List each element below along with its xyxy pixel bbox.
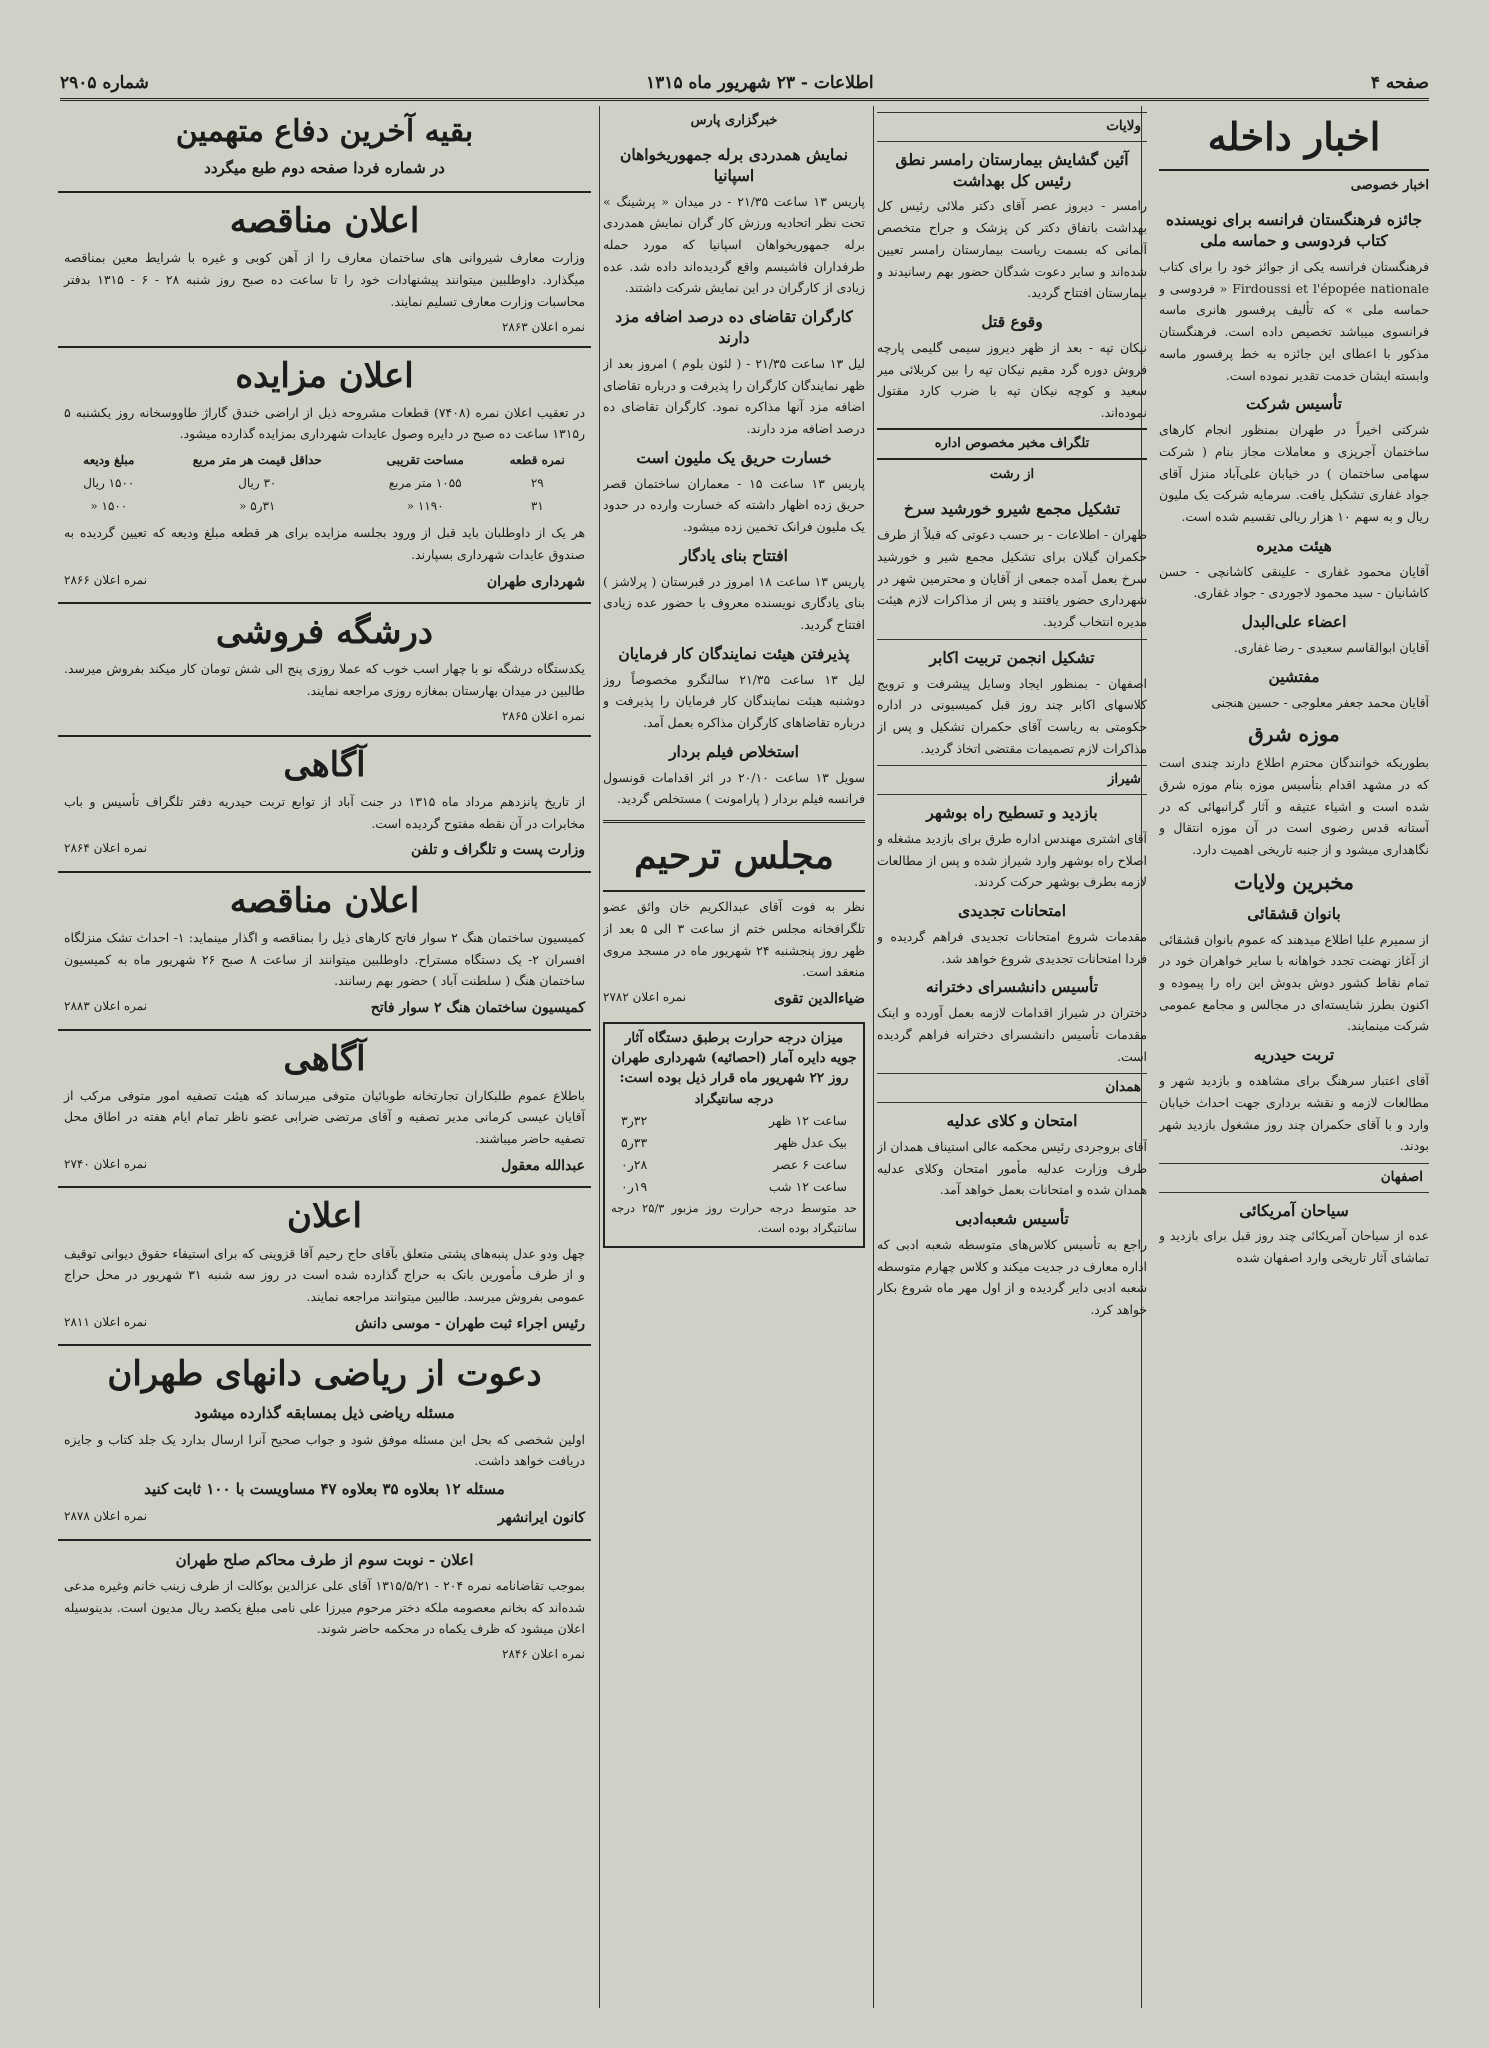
article-body: بطوریکه خوانندگان محترم اطلاع دارند چندی است که در مشهد اقدام بتأسیس موزه بنام موزه شرق شده است و اشیاء عتیقه و آثار گرانبهائی که در آستانه قدس رضوی است در آن موزه انتقال و نگاهداری میشود و از جنبه تاریخی اهمیت دارد. [1159, 755, 1429, 858]
table-header: مبلغ ودیعه [83, 453, 135, 468]
headline: بازدید و تسطیح راه بوشهر [926, 803, 1098, 823]
headline: کارگران تقاضای ده درصد اضافه مزد دارند [615, 307, 853, 348]
ad-number: نمره اعلان ۲۸۸۳ [64, 999, 148, 1014]
ad-body: اولین شخصی که بحل این مسئله موفق شود و جواب صحیح آنرا ارسال بدارد یک جلد کتاب و جایزه دریافت خواهد داشت. [64, 1431, 585, 1469]
headline: افتتاح بنای یادگار [680, 545, 788, 565]
temperature-row [611, 1154, 857, 1176]
table-cell: ۳۰ ریال [238, 476, 277, 491]
temperature-label: ساعت ۱۲ شب [768, 1178, 847, 1194]
issue-number: شماره ۲۹۰۵ [60, 73, 149, 93]
ad-title: بقیه آخرین دفاع متهمین [175, 114, 474, 149]
temperature-unit: درجه سانتیگراد [694, 1091, 774, 1107]
ad-body: هر یک از داوطلبان باید قبل از ورود بجلسه مزایده برای هر قطعه مبلغ ودیعه که تعیین گردیده به صندوق عایدات شهرداری بسپارند. [64, 525, 585, 562]
headline: امتحان و کلای عدلیه [946, 1111, 1078, 1131]
agency-name: خبرگزاری پارس [690, 113, 778, 128]
headline: سیاحان آمریکائی [1239, 1200, 1349, 1220]
auction-notice-ad [58, 1188, 591, 1346]
article-body: نیکان تپه - بعد از ظهر دیروز سیمی گلیمی پارچه فروش دوره گرد مقیم نیکان تپه را بین کربلائی میر سعید و کوچه نیکان تپه با ضرب کارد مقتول نموده‌اند. [877, 339, 1147, 421]
table-cell: ۱۵۰۰ ریال [83, 476, 135, 491]
ad-footer [64, 1154, 585, 1179]
page-header [60, 68, 1429, 101]
table-cell: ۱۵۰۰ « [90, 499, 128, 514]
article-body: آقایان محمد جعفر معلوجی - حسین هنجنی [1211, 694, 1429, 710]
ad-footer [64, 1644, 585, 1665]
temperature-label: ساعت ۶ عصر [773, 1156, 847, 1172]
headline: هیئت مدیره [1256, 535, 1332, 555]
article-body: پاریس ۱۳ ساعت ۱۵ - معماران ساختمان قصر حریق زده اظهار داشته که خسارت وارده در حدود یک ملیون فرانک تخمین زده میشود. [603, 475, 865, 535]
article-body: اصفهان - بمنظور ایجاد وسایل پیشرفت و ترویج کلاسهای اکابر چند روز قبل کمیسیونی در اداره حکومتی به ریاست آقای حکمران تشکیل و پس از مذاکرات لازم تصمیمات مقتضی اتخاذ گردید. [877, 675, 1147, 756]
ad-footer [64, 838, 585, 863]
memorial-signature: ضیاءالدین تقوی [773, 991, 865, 1007]
notice-ad [58, 1031, 591, 1189]
divider [877, 639, 1147, 640]
ad-body: یکدستگاه درشگه نو با چهار اسب خوب که عملا روزی پنج الی شش تومان کار میکند بفروش میرسد. طالبین در میدان بهارستان بمغازه روزی مراجعه نمایند. [64, 661, 585, 698]
article-body: لیل ۱۳ ساعت ۲۱/۳۵ سالنگرو مخصوصاً روز دوشنبه هیئت نمایندگان کار فرمایان را پذیرفت و درباره تقاضاهای کارگران مذاکره بعمل آمد. [603, 671, 865, 731]
headline: جائزه فرهنگستان فرانسه برای نویسنده کتاب فردوسی و حماسه ملی [1165, 210, 1423, 251]
ad-footer [64, 317, 585, 338]
column-domestic-news [1159, 106, 1429, 2008]
headline: استخلاص فیلم بردار [669, 741, 799, 761]
ad-number: نمره اعلان ۲۸۴۶ [501, 1647, 585, 1662]
section-title: همدان [877, 1073, 1147, 1103]
headline: خسارت حریق یک ملیون است [636, 447, 832, 467]
auction-ad [58, 348, 591, 605]
dateline: از رشت [989, 467, 1035, 483]
section-subhead: اخبار خصوصی [1350, 178, 1429, 194]
court-notice-ad [58, 1541, 591, 1673]
ad-number: نمره اعلان ۲۸۱۱ [64, 1314, 148, 1329]
ad-body: از تاریخ پانزدهم مرداد ماه ۱۳۱۵ در جنت آباد از توابع تربت حیدریه دفتر تلگراف تأسیس و باب مخابرات در آن نقطه مفتوح گردیده است. [64, 793, 586, 831]
ad-number: نمره اعلان ۲۷۴۰ [64, 1156, 148, 1171]
temperature-value: ۳۲ر۳ [621, 1113, 648, 1129]
temperature-value: ۱۹ر۰ [621, 1178, 648, 1194]
table-cell: ۳۱ [530, 499, 544, 514]
ad-number: نمره اعلان ۲۸۶۳ [501, 319, 585, 334]
page-number: صفحه ۴ [1370, 73, 1429, 93]
headline: آئین گشایش بیمارستان رامسر نطق رئیس کل بهداشت [895, 149, 1129, 190]
column-rule [599, 106, 600, 2008]
notice-ad [58, 737, 591, 873]
ad-number: نمره اعلان ۲۸۶۵ [501, 708, 585, 723]
ad-body: چهل ودو عدل پنبه‌های پشتی متعلق بآقای حاج رحیم آقا قزوینی که برای استیفاء حقوق دیوانی توقیف و از طرف مأمورین بانک به حراج گذارده شده است در روز سه شنبه ۳۱ شهریور در محل حراج عمومی بفروش میرسد. طالبین میتوانند مراجعه نمایند. [64, 1245, 585, 1304]
section-masthead: اخبار داخله [1159, 106, 1429, 171]
article-body: پاریس ۱۳ ساعت ۲۱/۳۵ - در میدان « پرشینگ » تحت نظر اتحادیه ورزش کار گران نمایش همدردی برله جمهوریخواهان اسپانیا که مورد حمله طرفداران فاشیسم واقع گردیده‌اند داده شد. عده زیادی از کارگران در این نمایش شرکت داشتند. [603, 193, 865, 296]
ad-body: باطلاع عموم طلبکاران تجارتخانه طوبائیان متوفی میرساند که هیئت تصفیه امور متوفی مرکب از آقایان عیسی کرمانی مدیر تصفیه و آقای مرتضی ضرابی عضو ناظر تمام ایام هفته در اطاق محل تصفیه حاضر میباشند. [64, 1087, 585, 1147]
temperature-row [611, 1176, 857, 1198]
table-header: حداقل قیمت هر متر مربع [192, 453, 322, 468]
continuation-notice [58, 106, 591, 193]
column-foreign-news [603, 106, 865, 2008]
article-body: فرهنگستان فرانسه یکی از جوائز خود را برای کتاب Firdoussi et l'épopée nationale « فردوسی و حماسه ملی » که تألیف پرفسور هانری ماسه فرانسوی میباشد تخصیص داده است. فرهنگستان مذکور با اعطای این جائزه به خط پرفسور ماسه وابسته ایشان خدمت تقدیر نموده است. [1159, 258, 1429, 383]
column-advertisements [58, 106, 591, 2008]
ad-number: نمره اعلان ۲۸۷۸ [64, 1509, 148, 1524]
math-problem: مسئله ۱۲ بعلاوه ۳۵ بعلاوه ۴۷ مساویست با ۱۰۰ ثابت کنید [144, 1479, 505, 1498]
article-body: طهران - اطلاعات - بر حسب دعوتی که قبلاً از طرف حکمران گیلان برای تشکیل مجمع شیر و خورشید سرخ بعمل آمده جمعی از آقایان و محترمین شهر در شهرداری حضور یافتند و پس از مذاکرات لازم هیئت مدیره انتخاب گردید. [877, 527, 1147, 629]
headline: نمایش همدردی برله جمهوریخواهان اسپانیا [619, 144, 849, 185]
column-rule [873, 106, 874, 2008]
article-body: از سمیرم علیا اطلاع میدهند که عموم بانوان قشقائی از آغاز نهضت تجدد خواهانه با سایر خواهران خود در تمام نقاط کشور دوش بدوش این راه را پیموده و اکنون بطرز شایسته‌ای در مجالس و مجامع عمومی شرکت مینمایند. [1159, 931, 1429, 1034]
article-body: سویل ۱۳ ساعت ۲۰/۱۰ در اثر اقدامات قونسول فرانسه فیلم بردار ( پارامونت ) مستخلص گردید. [603, 769, 865, 807]
temperature-title: میزان درجه حرارت برطبق دستگاه آثار جویه دایره آمار (احصائیه) شهرداری طهران روز ۲۲ شهریور ماه قرار ذیل بوده است: [611, 1029, 857, 1086]
article-body: آقای بروجردی رئیس محکمه عالی استیناف همدان از طرف وزارت عدلیه مأمور امتحان وکلای عدلیه همدان شده و امتحانات بعمل خواهد آمد. [877, 1138, 1147, 1198]
column-provinces [877, 106, 1147, 2008]
table-cell: ۱۱۹۰ « [406, 499, 444, 514]
table-header: مساحت تقریبی [386, 453, 464, 468]
temperature-label: بیک عدل ظهر [774, 1135, 847, 1150]
article-body: آقایان محمود غفاری - علینقی کاشانچی - حسن کاشانیان - سید محمود لاجوردی - جواد غفاری. [1159, 563, 1429, 601]
ad-number: نمره اعلان ۲۷۸۲ [603, 990, 687, 1004]
auction-table [64, 449, 585, 518]
article-body: مقدمات شروع امتحانات تجدیدی فراهم گردیده و فردا امتحانات تجدیدی شروع خواهد شد. [877, 928, 1147, 966]
article-body: آقای اعتبار سرهنگ برای مشاهده و بازدید شهر و مطالعات لازمه و نقشه برداری جهت احداث خیابان وارد و با آقای حکمران چند روز مشغول بازدید شهر بودند. [1159, 1073, 1429, 1154]
memorial-body: نظر به فوت آقای عبدالکریم خان وائق عضو تلگرافخانه مجلس ختم از ساعت ۳ الی ۵ بعد از ظهر روز پنجشنبه ۲۴ شهریور ماه در مسجد مروی منعقد است. [603, 899, 865, 980]
ad-title: اعلان [287, 1196, 362, 1237]
headline: اعضاء علی‌البدل [1241, 611, 1347, 631]
ad-body: کمیسیون ساختمان هنگ ۲ سوار فاتح کارهای ذیل را بمناقصه و اگذار مینماید: ۱- احداث تشک منزلگاه افسران ۲- یک دستگاه مستراح. داوطلبین میتوانند از ساعت ۸ صبح ۲۶ شهریور ماه به کمیسیون ساختمان هنگ ( سلطنت آباد ) حضور بهم رسانند. [64, 929, 586, 989]
table-cell: ۱۰۵۵ متر مربع [388, 476, 462, 491]
ad-title: آگاهی [283, 744, 366, 785]
headline: تشکیل انجمن تربیت اکابر [929, 647, 1095, 667]
memorial-title: مجلس ترحیم [603, 820, 865, 892]
ad-signature: شهرداری طهران [486, 573, 585, 590]
ad-body: بموجب تقاضانامه نمره ۲۰۴ - ۱۳۱۵/۵/۲۱ آقای علی عزالدین بوکالت از طرف زینب خانم وغیره مدعی شده‌اند که بخانم معصومه ملکه دختر مرحوم میرزا علی نامی مبلغ یکصد ریال مدیون است. بدینوسیله اعلان میشود که ظرف یکماه در محکمه حاضر شوند. [64, 1577, 585, 1637]
ad-signature: کمیسیون ساختمان هنگ ۲ سوار فاتح [370, 1000, 585, 1017]
article-body: رامسر - دیروز عصر آقای دکتر ملائی رئیس کل بهداشت باتفاق دکتر کن پزشک و جراح متخصص آلمانی که بسمت ریاست بیمارستان رامسر تعیین شده‌اند و سایر دعوت شدگان حضور بهم رسانیدند و بیمارستان افتتاح گردید. [877, 198, 1147, 301]
article-body: عده از سیاحان آمریکائی چند روز قبل برای بازدید و تماشای آثار تاریخی وارد اصفهان شده [1159, 1228, 1429, 1266]
ad-title: آگاهی [283, 1038, 366, 1079]
ad-body: در تعقیب اعلان نمره (۷۴۰۸) قطعات مشروحه ذیل از اراضی خندق گاراژ طاووسخانه روز یکشنبه ۵ ر۱۳۱۵ ساعت ده صبح در دایره وصول عایدات شهرداری بمزایده گذارده میشود. [64, 404, 585, 442]
article-body: شرکتی اخیراً در طهران بمنظور انجام کارهای ساختمان آجرپزی و معاملات مجاز بنام ( شرکت سهامی ساختمان ) در خیابان علی‌آباد منزل آقای جواد غفاری تشکیل یافت. سرمایه شرکت یک ملیون ریال و به سهم ۱۰ هزار ریالی تقسیم شده است. [1159, 422, 1429, 524]
issue-dateline: اطلاعات - ۲۳ شهریور ماه ۱۳۱۵ [646, 73, 874, 93]
ad-title: دعوت از ریاضی دانهای طهران [107, 1354, 542, 1395]
headline: تأسیس دانشسرای دخترانه [925, 977, 1099, 997]
ad-signature: عبدالله معقول [501, 1157, 585, 1174]
section-title: مخبرین ولایات [1234, 869, 1354, 894]
ad-subtitle: در شماره فردا صفحه دوم طبع میگردد [204, 159, 445, 177]
headline: پذیرفتن هیئت نمایندگان کار فرمایان [618, 643, 850, 663]
table-row [64, 495, 585, 518]
ad-footer [64, 996, 585, 1021]
headline: بانوان قشقائی [1247, 903, 1341, 923]
ad-number: نمره اعلان ۲۸۶۴ [64, 841, 148, 856]
ad-title: اعلان - نوبت سوم از طرف محاکم صلح طهران [175, 1550, 474, 1569]
section-title: اصفهان [1159, 1163, 1429, 1193]
headline: تشکیل مجمع شیرو خورشید سرخ [903, 499, 1121, 519]
ad-subtitle: مسئله ریاضی ذیل بمسابقه گذارده میشود [194, 1404, 455, 1423]
temperature-value: ۳۳ر۵ [621, 1135, 648, 1150]
section-title: ولایات [877, 112, 1147, 142]
article-body: آقایان ابوالقاسم سعیدی - رضا غفاری. [1233, 639, 1429, 655]
headline: وقوع قتل [981, 311, 1043, 331]
article-body: دختران در شیراز اقدامات لازمه بعمل آورده و اینک مقدمات تأسیس دانشسرای دخترانه فراهم گردیده است. [877, 1005, 1147, 1064]
ad-title: درشگه فروشی [215, 612, 434, 653]
headline: تأسیس شرکت [1246, 394, 1342, 414]
ad-footer [64, 1312, 585, 1337]
tender-ad [58, 873, 591, 1031]
memorial-footer [603, 987, 865, 1012]
temperature-row [611, 1110, 857, 1132]
table-row [64, 472, 585, 495]
table-header-row [64, 449, 585, 472]
ad-number: نمره اعلان ۲۸۶۶ [64, 572, 148, 587]
ad-title: اعلان مزایده [235, 355, 414, 396]
math-contest-ad [58, 1346, 591, 1541]
headline: موزه شرق [1248, 722, 1340, 747]
article-body: راجع به تأسیس کلاس‌های متوسطه شعبه ادبی که اداره معارف در جدیت میکند و کلاس چهارم متوسطه شعبه ادبی دایر گردیده و از اول مهر ماه شروع بکار خواهد کرد. [877, 1236, 1147, 1318]
temperature-label: ساعت ۱۲ ظهر [768, 1113, 847, 1129]
ad-title: اعلان مناقصه [229, 880, 420, 921]
ad-signature: وزارت پست و تلگراف و تلفن [410, 842, 585, 859]
ad-footer [64, 1506, 585, 1531]
article-body: آقای اشتری مهندس اداره طرق برای بازدید مشغله و اصلاح راه بوشهر وارد شیراز شده و پس از مطالعات لازمه بطرف بوشهر حرکت کردند. [877, 830, 1147, 890]
ad-title: اعلان مناقصه [229, 201, 420, 242]
headline: امتحانات تجدیدی [957, 901, 1067, 921]
section-title: تلگراف مخبر مخصوص اداره [877, 428, 1147, 461]
temperature-note: حد متوسط درجه حرارت روز مزبور ۲۵/۳ درجه سانتیگراد بوده است. [611, 1200, 857, 1235]
ad-footer [64, 570, 585, 595]
temperature-box [603, 1022, 865, 1248]
temperature-row [611, 1132, 857, 1154]
article-body: پاریس ۱۳ ساعت ۱۸ امروز در قبرستان ( پرلاشز ) بنای یادگاری نویسنده معروف با حضور عده زیادی افتتاح گردید. [603, 573, 865, 633]
table-cell: ۲۹ [530, 476, 544, 491]
table-header: نمره قطعه [509, 453, 565, 468]
ad-body: وزارت معارف شیروانی های ساختمان معارف را از آهن کوبی و غیره با شرایط معین بمناقصه میگذارد. داوطلبین میتوانند پیشنهادات خود را تا ساعت ده صبح روز شنبه ۲۸ - ۶ - ۱۳۱۵ بدفتر محاسبات وزارت معارف تسلیم نمایند. [64, 250, 585, 309]
ad-signature: کانون ایرانشهر [497, 1510, 585, 1527]
article-body: لیل ۱۳ ساعت ۲۱/۳۵ - ( لئون بلوم ) امروز بعد از ظهر نمایندگان کارگران را پذیرفت و درباره تقاضای اضافه مزد آنها مذاکره نمود. کارگران تقاضای ده درصد اضافه مزد دارند. [603, 355, 865, 437]
table-cell: ۳۱ر۵ « [239, 499, 276, 514]
tender-ad [58, 193, 591, 347]
carriage-sale-ad [58, 604, 591, 737]
headline: مفتشین [1268, 666, 1320, 686]
headline: تربت حیدریه [1253, 1045, 1335, 1065]
section-title: شیراز [877, 765, 1147, 795]
ad-footer [64, 706, 585, 727]
temperature-value: ۲۸ر۰ [621, 1156, 648, 1172]
ad-signature: رئیس اجراء ثبت طهران - موسی دانش [355, 1315, 585, 1332]
headline: تأسیس شعبه‌ادبی [955, 1209, 1069, 1229]
